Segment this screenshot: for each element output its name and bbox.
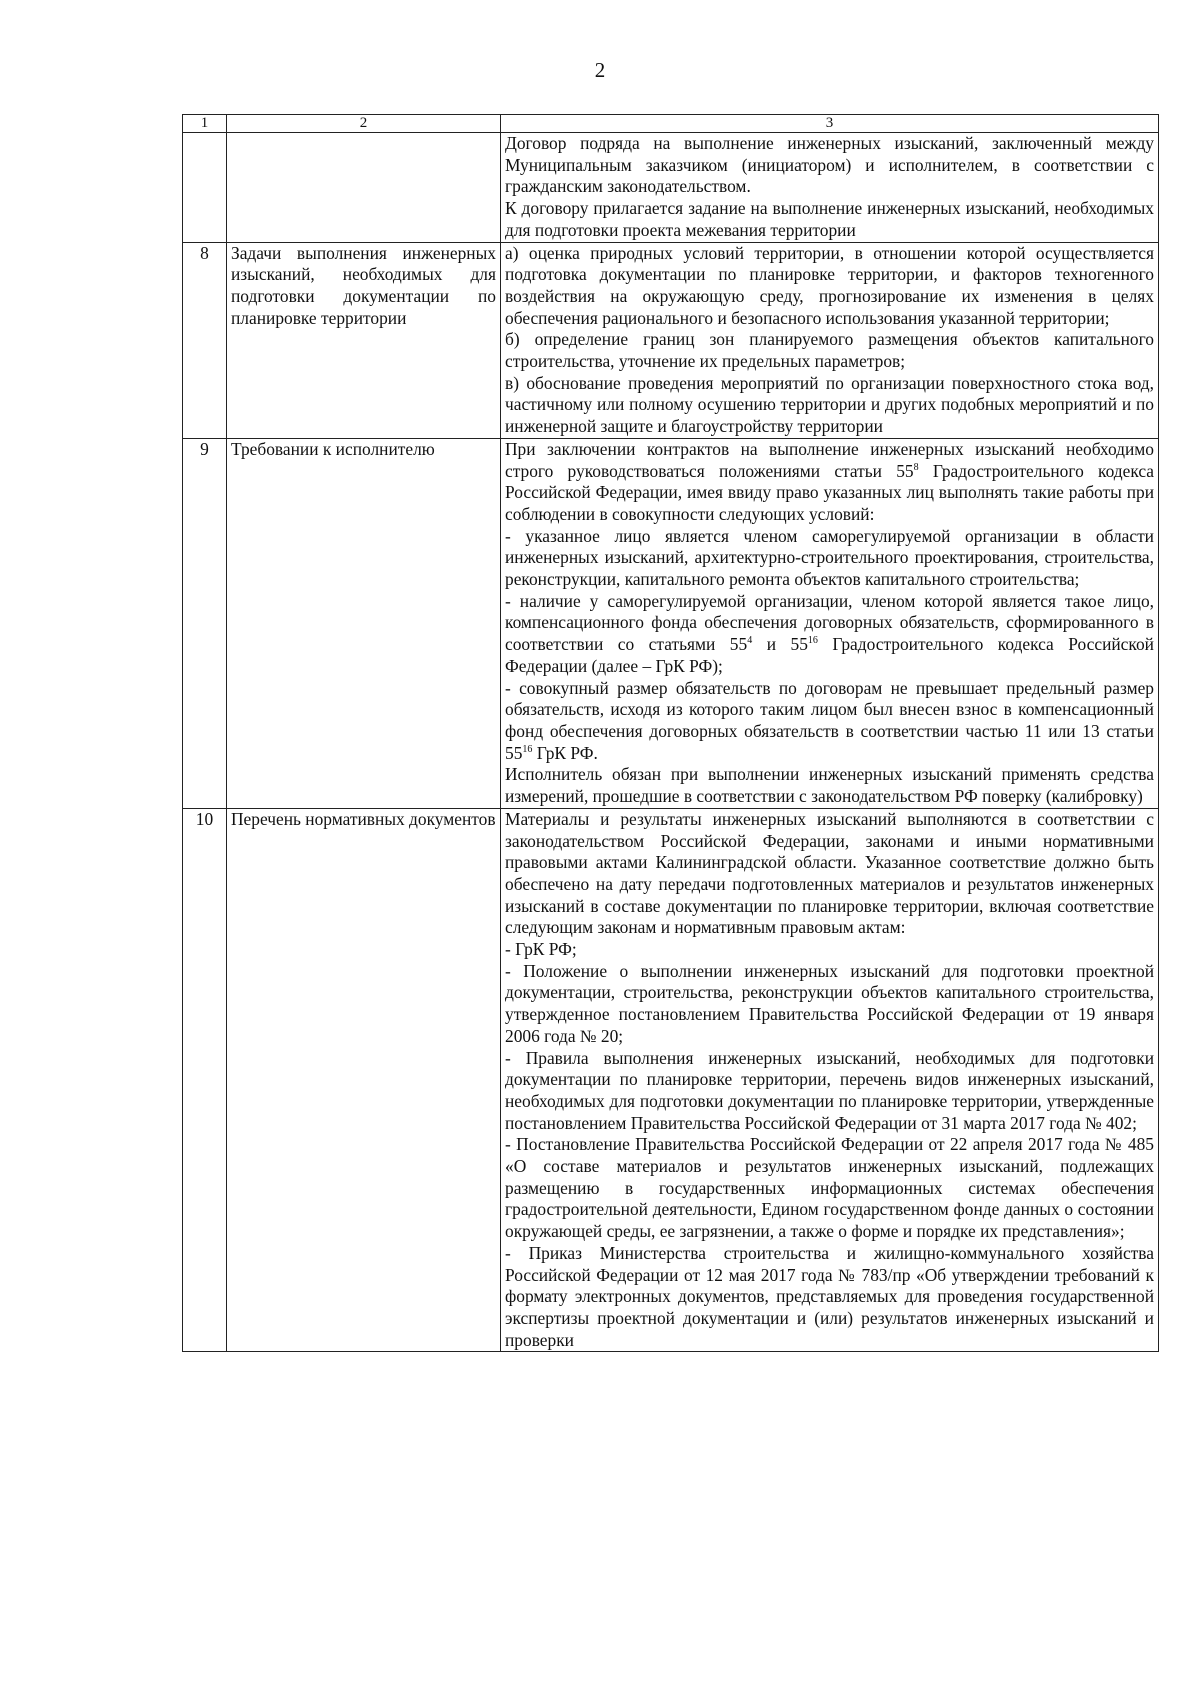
superscript: 4 xyxy=(747,635,753,647)
superscript: 16 xyxy=(522,743,533,755)
row-number: 9 xyxy=(183,438,227,808)
paragraph: а) оценка природных условий территории, в отношении которой осуществляется подготовка документации по планировке территории, и факторов техногенного воздействия на окружающую среду, прогнозирование их изменения в целях обеспечения рационального и безопасного использования указанной территории; xyxy=(505,242,1154,328)
table-header-row xyxy=(183,115,1159,133)
paragraph: Материалы и результаты инженерных изысканий выполняются в соответствии с законодательством Российской Федерации, законами и иными нормативными правовыми актами Калининградской области. Указанное соответствие должно быть обеспечено на дату передачи подготовленных материалов и результатов инженерных изысканий в составе документации по планировке территории, включая соответствие следующим законам и нормативным правовым актам: xyxy=(505,808,1154,938)
table-row-9 xyxy=(183,438,1159,808)
row-name: Перечень нормативных документов xyxy=(227,808,501,1352)
paragraph: - Постановление Правительства Российской Федерации от 22 апреля 2017 года № 485 «О составе материалов и результатов инженерных изысканий, подлежащих размещению в государственных информационных системах обеспечения градостроительной деятельности, Едином государственном фонде данных о состоянии окружающей среды, ее загрязнении, а также о форме и порядке их представления»; xyxy=(505,1134,1154,1242)
row-number: 10 xyxy=(183,808,227,1352)
row-name xyxy=(227,133,501,243)
row-name: Требовании к исполнителю xyxy=(227,438,501,808)
paragraph: - ГрК РФ; xyxy=(505,939,577,960)
superscript: 16 xyxy=(807,635,818,647)
requirements-table xyxy=(182,114,1159,1352)
row-content xyxy=(501,133,1159,243)
text-run: При заключении контрактов на выполнение инженерных изысканий необходимо строго руководствоваться положениями статьи 55 xyxy=(505,438,1154,481)
row-name: Задачи выполнения инженерных изысканий, необходимых для подготовки документации по планировке территории xyxy=(227,242,501,438)
paragraph: К договору прилагается задание на выполнение инженерных изысканий, необходимых для подготовки проекта межевания территории xyxy=(505,198,1154,240)
header-col-2: 2 xyxy=(227,115,501,133)
superscript: 8 xyxy=(913,461,919,473)
paragraph: - указанное лицо является членом саморегулируемой организации в области инженерных изысканий, архитектурно-строительного проектирования, строительства, реконструкции, капитального ремонта объектов капитального строительства; xyxy=(505,525,1154,590)
text-run: ГрК РФ. xyxy=(532,742,598,763)
table-row-10 xyxy=(183,808,1159,1352)
row-content xyxy=(501,438,1159,808)
page-number: 2 xyxy=(594,58,606,82)
row-content xyxy=(501,808,1159,1352)
paragraph xyxy=(505,439,1154,526)
paragraph: - Правила выполнения инженерных изысканий, необходимых для подготовки документации по планировке территории, перечень видов инженерных изысканий, необходимых для подготовки документации по планировке территории, утвержденные постановлением Правительства Российской Федерации от 31 марта 2017 года № 402; xyxy=(505,1047,1154,1133)
paragraph xyxy=(505,678,1154,765)
text-run: - наличие у саморегулируемой организации, членом которой является такое лицо, компенсационного фонда обеспечения договорных обязательств, сформированного в соответствии со статьями 55 xyxy=(505,590,1154,655)
header-col-3: 3 xyxy=(501,115,1159,133)
row-number xyxy=(183,133,227,243)
header-col-1: 1 xyxy=(183,115,227,133)
text-run: - совокупный размер обязательств по договорам не превышает предельный размер обязательств, исходя из которого таким лицом был внесен взнос в компенсационный фонд обеспечения договорных обязательств в соответствии частью 11 или 13 статьи 55 xyxy=(505,677,1154,763)
paragraph: б) определение границ зон планируемого размещения объектов капитального строительства, уточнение их предельных параметров; xyxy=(505,329,1154,372)
row-content xyxy=(501,242,1159,438)
text-run: Градостроительного кодекса Российской Федерации, имея ввиду право указанных лиц выполнять такие работы при соблюдении в совокупности следующих условий: xyxy=(505,460,1155,524)
row-number: 8 xyxy=(183,242,227,438)
paragraph: в) обоснование проведения мероприятий по организации поверхностного стока вод, частичному или полному осушению территории и других подобных мероприятий и по инженерной защите и благоустройству территории xyxy=(505,372,1154,437)
table-row-8 xyxy=(183,242,1159,438)
paragraph: - Приказ Министерства строительства и жилищно-коммунального хозяйства Российской Федерации от 12 мая 2017 года № 783/пр «Об утверждении требований к формату электронных документов, представляемых для проведения государственной экспертизы проектной документации и (или) результатов инженерных изысканий и проверки xyxy=(505,1242,1154,1350)
paragraph xyxy=(505,591,1154,678)
text-run: Градостроительного кодекса Российской Федерации (далее – ГрК РФ); xyxy=(505,634,1154,676)
paragraph: Исполнитель обязан при выполнении инженерных изысканий применять средства измерений, прошедшие в соответствии с законодательством РФ поверку (калибровку) xyxy=(505,764,1154,807)
table-row-continuation xyxy=(183,133,1159,243)
text-run: и 55 xyxy=(752,634,808,655)
paragraph: Договор подряда на выполнение инженерных изысканий, заключенный между Муниципальным заказчиком (инициатором) и исполнителем, в соответствии с гражданским законодательством. xyxy=(505,133,1154,197)
paragraph: - Положение о выполнении инженерных изысканий для подготовки проектной документации, строительства, реконструкции объектов капитального строительства, утвержденное постановлением Правительства Российской Федерации от 19 января 2006 года № 20; xyxy=(505,960,1154,1046)
